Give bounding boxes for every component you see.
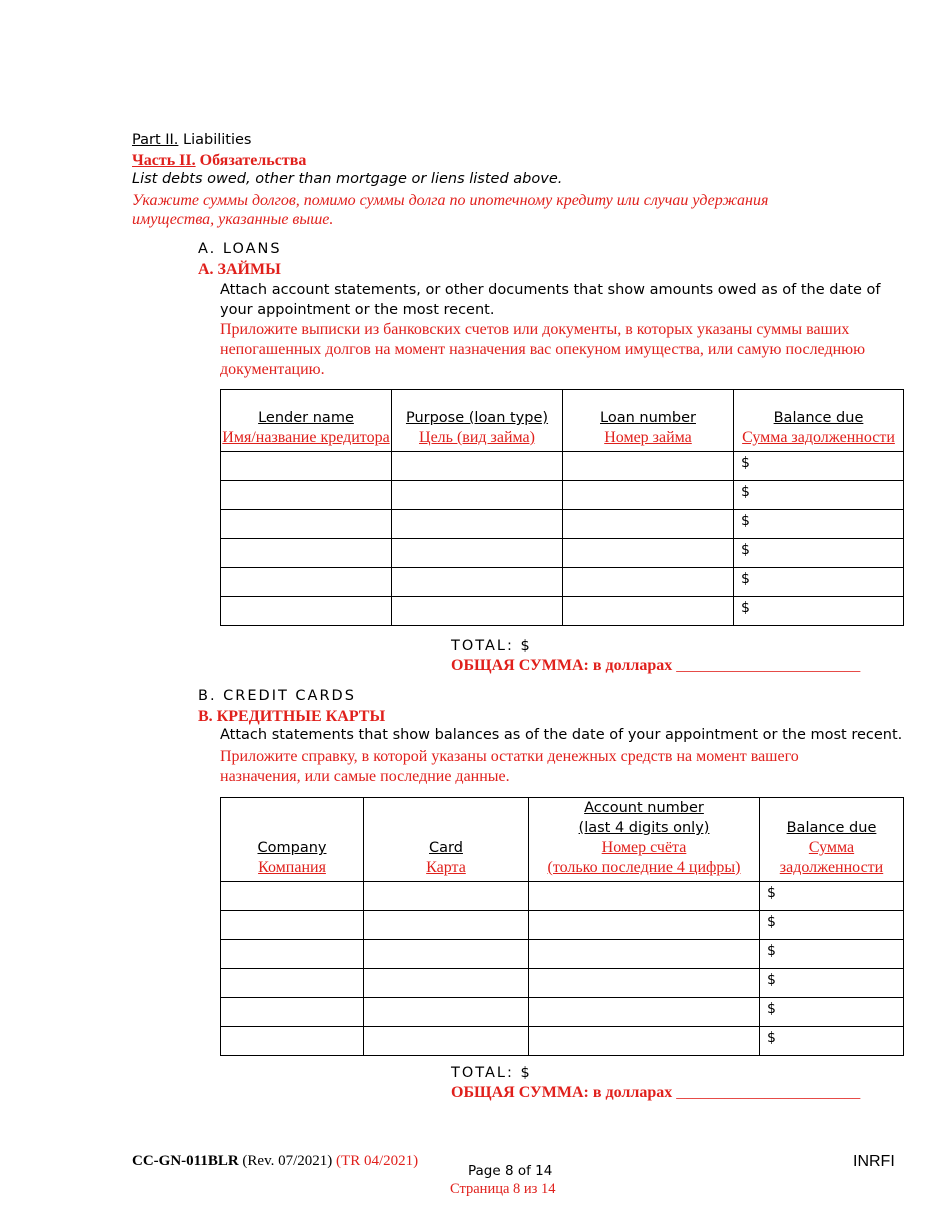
loan-number-cell[interactable] [563,539,734,568]
part-prefix: Part II. [132,132,179,148]
col-loan-number [563,390,734,452]
table-row [221,510,904,539]
col-company-en: Company [257,840,327,856]
balance-cell[interactable]: $ [734,597,904,626]
company-cell[interactable] [221,1027,364,1056]
col-loan-number-ru: Номер займа [604,429,692,446]
card-cell[interactable] [364,911,529,940]
form-translation-rev: (TR 04/2021) [332,1153,419,1169]
balance-cell[interactable]: $ [760,969,904,998]
account-number-cell[interactable] [529,1027,760,1056]
balance-cell[interactable]: $ [734,452,904,481]
loans-heading: A. LOANS [198,241,282,257]
card-cell[interactable] [364,969,529,998]
col-account-number-ru-2: (только последние 4 цифры) [547,859,741,876]
company-cell[interactable] [221,940,364,969]
part-prefix-ru: Часть II. [132,152,196,169]
cards-total: TOTAL: $ [451,1065,532,1081]
loans-instructions-ru: Приложите выписки из банковских счетов или документы, в которых указаны суммы ваших непогашенных долгов на момент назначения вас опекуном имущества, или самую последнюю документацию. [220,321,866,378]
purpose-cell[interactable] [392,481,563,510]
part-title-ru-text: Обязательства [195,152,307,169]
cards-instructions: Attach statements that show balances as of the date of your appointment or the most recent. [220,727,903,743]
company-cell[interactable] [221,911,364,940]
col-balance-due-ru: Сумма задолженности [779,839,884,876]
lender-name-cell[interactable] [221,539,392,568]
loans-total-ru [451,657,860,675]
part-title-text: Liabilities [178,132,252,148]
table-row [221,597,904,626]
account-number-cell[interactable] [529,940,760,969]
col-balance-due-en: Balance due [786,820,877,836]
table-row [221,969,904,998]
lender-name-cell[interactable] [221,452,392,481]
balance-cell[interactable]: $ [734,539,904,568]
col-purpose-ru: Цель (вид займа) [419,429,535,446]
col-card-ru: Карта [426,859,466,876]
table-row [221,539,904,568]
cards-instructions-ru: Приложите справку, в которой указаны остатки денежных средств на момент вашего назначения, или самые последние данные. [220,748,799,785]
loans-total: TOTAL: $ [451,638,532,654]
table-row [221,911,904,940]
page-number-ru: Страница 8 из 14 [450,1181,556,1197]
col-balance-due-ru: Сумма задолженности [742,429,895,446]
loans-heading-ru: A. ЗАЙМЫ [198,261,281,278]
col-lender-name-en: Lender name [258,410,354,426]
cards-total-ru [451,1084,860,1102]
col-purpose [392,390,563,452]
balance-cell[interactable]: $ [760,911,904,940]
col-purpose-en: Purpose (loan type) [405,410,549,426]
purpose-cell[interactable] [392,510,563,539]
col-account-number-en-1: Account number [584,800,704,816]
company-cell[interactable] [221,998,364,1027]
account-number-cell[interactable] [529,969,760,998]
lender-name-cell[interactable] [221,481,392,510]
table-row [221,568,904,597]
cards-table [220,797,904,1056]
loans-total-ru-label: ОБЩАЯ СУММА: в долларах [451,657,673,674]
purpose-cell[interactable] [392,597,563,626]
balance-cell[interactable]: $ [734,568,904,597]
col-account-number-ru-1: Номер счёта [601,839,687,856]
loan-number-cell[interactable] [563,510,734,539]
loans-total-field[interactable]: _______________________ [676,657,861,674]
loan-number-cell[interactable] [563,452,734,481]
col-loan-number-en: Loan number [600,410,696,426]
company-cell[interactable] [221,969,364,998]
lender-name-cell[interactable] [221,510,392,539]
cards-heading: B. CREDIT CARDS [198,688,356,704]
table-row [221,1027,904,1056]
part-title-ru [132,152,306,170]
company-cell[interactable] [221,882,364,911]
form-number: CC-GN-011BLR [132,1153,239,1169]
cards-total-ru-label: ОБЩАЯ СУММА: в долларах [451,1084,673,1101]
col-balance-due [760,798,904,882]
part-note-ru: Укажите суммы долгов, помимо суммы долга по ипотечному кредиту или случаи удержания имущества, указанные выше. [132,192,769,228]
account-number-cell[interactable] [529,911,760,940]
loan-number-cell[interactable] [563,481,734,510]
balance-cell[interactable]: $ [760,1027,904,1056]
account-number-cell[interactable] [529,998,760,1027]
part-title [132,132,252,148]
table-row [221,882,904,911]
card-cell[interactable] [364,882,529,911]
balance-cell[interactable]: $ [760,882,904,911]
lender-name-cell[interactable] [221,568,392,597]
col-balance-due [734,390,904,452]
purpose-cell[interactable] [392,568,563,597]
loans-header-row [221,390,904,452]
loan-number-cell[interactable] [563,568,734,597]
balance-cell[interactable]: $ [734,481,904,510]
purpose-cell[interactable] [392,539,563,568]
col-company-ru: Компания [258,859,326,876]
loans-instructions: Attach account statements, or other documents that show amounts owed as of the date of your appointment or the most recent. [220,282,881,318]
table-row [221,998,904,1027]
card-cell[interactable] [364,998,529,1027]
form-id [132,1153,418,1170]
card-cell[interactable] [364,940,529,969]
col-card [364,798,529,882]
purpose-cell[interactable] [392,452,563,481]
part-note: List debts owed, other than mortgage or liens listed above. [132,171,563,187]
cards-total-field[interactable]: _______________________ [676,1084,861,1101]
loans-table [220,389,904,626]
cards-header-row [221,798,904,882]
page-number: Page 8 of 14 [468,1163,553,1179]
form-code: INRFI [853,1153,895,1170]
balance-cell[interactable]: $ [734,510,904,539]
col-lender-name [221,390,392,452]
form-revision: (Rev. 07/2021) [238,1153,333,1169]
account-number-cell[interactable] [529,882,760,911]
table-row [221,940,904,969]
card-cell[interactable] [364,1027,529,1056]
loan-number-cell[interactable] [563,597,734,626]
balance-cell[interactable]: $ [760,940,904,969]
cards-heading-ru: B. КРЕДИТНЫЕ КАРТЫ [198,708,386,725]
col-card-en: Card [429,840,463,856]
col-company [221,798,364,882]
balance-cell[interactable]: $ [760,998,904,1027]
table-row [221,481,904,510]
lender-name-cell[interactable] [221,597,392,626]
table-row [221,452,904,481]
col-account-number [529,798,760,882]
col-lender-name-ru: Имя/название кредитора [222,429,390,446]
col-balance-due-en: Balance due [773,410,864,426]
col-account-number-en-2: (last 4 digits only) [578,820,710,836]
